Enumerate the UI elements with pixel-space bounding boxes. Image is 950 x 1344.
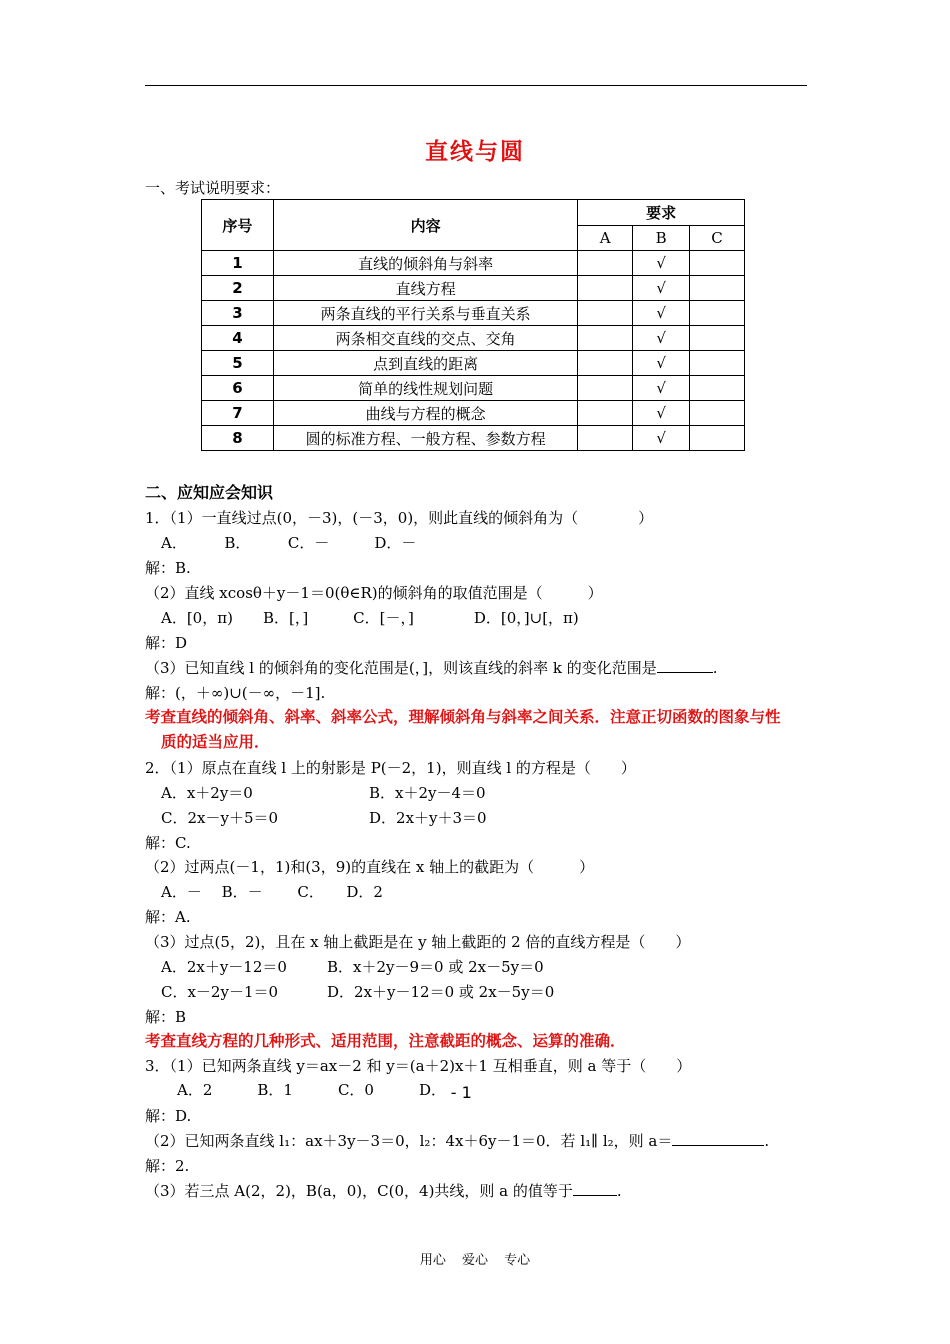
answer-3-2: 解：2.	[145, 1157, 190, 1175]
table-row	[202, 276, 745, 301]
answer-2-1: 解：C.	[145, 834, 191, 852]
question-3-1: 3．（1）已知两条直线 y＝ax－2 和 y＝(a＋2)x＋1 互相垂直，则 a 等于（ ）	[145, 1057, 692, 1075]
answer-blank	[657, 658, 713, 673]
row-index: 3	[202, 301, 274, 326]
row-level-b-check: √	[633, 326, 690, 351]
page-footer: 用心 爱心 专心	[419, 1253, 531, 1268]
question-2-2: （2）过两点(－1，1)和(3，9)的直线在 x 轴上的截距为（ ）	[145, 858, 595, 876]
answer-2-2: 解：A.	[145, 908, 191, 926]
table-row	[202, 426, 745, 451]
question-3-1-options	[177, 1080, 472, 1100]
row-level-a	[578, 351, 633, 376]
row-index: 4	[202, 326, 274, 351]
row-level-b-check: √	[633, 351, 690, 376]
table-row	[202, 251, 745, 276]
question-3-3-end: .	[616, 1182, 622, 1200]
row-index: 5	[202, 351, 274, 376]
row-level-a	[578, 276, 633, 301]
row-content: 曲线与方程的概念	[273, 401, 577, 426]
row-index: 7	[202, 401, 274, 426]
table-row	[202, 401, 745, 426]
table-row	[202, 301, 745, 326]
table-header-level-b: B	[633, 225, 690, 251]
question-1-2-options: A．[0，π) B．[，] C．[－，] D．[0，]∪[，π)	[161, 609, 579, 627]
answer-3-1: 解：D.	[145, 1107, 192, 1125]
options-text: A．2 B．1 C．0 D．	[177, 1081, 446, 1099]
table-row	[202, 376, 745, 401]
row-level-b-check: √	[633, 301, 690, 326]
table-header-requirement: 要求	[578, 200, 745, 226]
option-2-1-b: B．x＋2y－4＝0	[369, 784, 486, 802]
row-content: 点到直线的距离	[273, 351, 577, 376]
row-level-c	[690, 376, 745, 401]
row-level-a	[578, 401, 633, 426]
row-index: 8	[202, 426, 274, 451]
section1-heading: 一、考试说明要求：	[145, 179, 281, 197]
row-level-b-check: √	[633, 426, 690, 451]
row-level-b-check: √	[633, 251, 690, 276]
key-point-2: 考查直线方程的几种形式、适用范围，注意截距的概念、运算的准确．	[145, 1032, 626, 1050]
question-1-3-text: （3）已知直线 l 的倾斜角的变化范围是(，]，则该直线的斜率 k 的变化范围是	[145, 659, 657, 677]
option-2-3-d: D．2x＋y－12＝0 或 2x－5y＝0	[327, 983, 555, 1001]
option-2-1-a: A．x＋2y＝0	[161, 784, 253, 802]
row-level-b-check: √	[633, 276, 690, 301]
answer-1-3: 解：(，＋∞)∪(－∞，－1].	[145, 684, 326, 702]
row-content: 两条相交直线的交点、交角	[273, 326, 577, 351]
answer-1-2: 解：D	[145, 634, 188, 652]
row-level-c	[690, 276, 745, 301]
section2-heading: 二、应知应会知识	[145, 483, 274, 502]
row-content: 圆的标准方程、一般方程、参数方程	[273, 426, 577, 451]
question-2-1: 2．（1）原点在直线 l 上的射影是 P(－2，1)，则直线 l 的方程是（ ）	[145, 759, 636, 777]
page-title: 直线与圆	[425, 139, 525, 165]
option-2-1-d: D．2x＋y＋3＝0	[369, 809, 487, 827]
row-level-c	[690, 301, 745, 326]
question-3-3-text: （3）若三点 A(2，2)，B(a，0)，C(0，4)共线，则 a 的值等于	[145, 1182, 573, 1200]
row-content: 直线方程	[273, 276, 577, 301]
key-point-1: 考查直线的倾斜角、斜率、斜率公式，理解倾斜角与斜率之间关系．注意正切函数的图象与性	[145, 708, 781, 726]
option-2-3-a: A．2x＋y－12＝0	[161, 958, 287, 976]
answer-2-3: 解：B	[145, 1008, 187, 1026]
question-3-2	[145, 1131, 769, 1151]
option-2-3-b: B．x＋2y－9＝0 或 2x－5y＝0	[327, 958, 544, 976]
row-index: 1	[202, 251, 274, 276]
question-1-3-end: .	[712, 659, 718, 677]
question-3-2-end: .	[764, 1132, 770, 1150]
question-2-3: （3）过点(5，2)，且在 x 轴上截距是在 y 轴上截距的 2 倍的直线方程是（ ）	[145, 933, 691, 951]
row-index: 2	[202, 276, 274, 301]
row-level-c	[690, 351, 745, 376]
row-content: 简单的线性规划问题	[273, 376, 577, 401]
option-d-value: - 1	[450, 1083, 472, 1102]
key-point-1-continued: 质的适当应用．	[161, 733, 270, 751]
row-level-b-check: √	[633, 376, 690, 401]
row-level-a	[578, 326, 633, 351]
question-1-2: （2）直线 xcosθ＋y－1＝0(θ∈R)的倾斜角的取值范围是（ ）	[145, 584, 603, 602]
requirements-table	[201, 199, 745, 451]
row-level-a	[578, 301, 633, 326]
question-1-3	[145, 658, 718, 678]
question-1-1: 1．（1）一直线过点(0，－3)，(－3，0)，则此直线的倾斜角为（ ）	[145, 509, 654, 527]
question-1-1-options: A． B． C．－ D．－	[161, 534, 417, 552]
answer-1-1: 解：B.	[145, 559, 191, 577]
option-2-1-c: C．2x－y＋5＝0	[161, 809, 279, 827]
row-level-c	[690, 251, 745, 276]
table-header-level-c: C	[690, 225, 745, 251]
header-rule	[145, 85, 807, 86]
row-level-a	[578, 426, 633, 451]
question-3-3	[145, 1181, 622, 1201]
row-content: 直线的倾斜角与斜率	[273, 251, 577, 276]
answer-blank	[573, 1181, 617, 1196]
row-content: 两条直线的平行关系与垂直关系	[273, 301, 577, 326]
question-2-2-options: A．－ B．－ C． D．2	[161, 883, 383, 901]
row-index: 6	[202, 376, 274, 401]
question-3-2-text: （2）已知两条直线 l₁：ax＋3y－3＝0，l₂：4x＋6y－1＝0．若 l₁∥ l₂，则 a＝	[145, 1132, 673, 1150]
table-header-level-a: A	[578, 225, 633, 251]
table-header-content: 内容	[273, 200, 577, 251]
row-level-c	[690, 326, 745, 351]
table-row	[202, 326, 745, 351]
answer-blank	[672, 1131, 764, 1146]
option-2-3-c: C．x－2y－1＝0	[161, 983, 279, 1001]
row-level-c	[690, 401, 745, 426]
row-level-b-check: √	[633, 401, 690, 426]
row-level-a	[578, 251, 633, 276]
table-row	[202, 351, 745, 376]
table-header-index: 序号	[202, 200, 274, 251]
row-level-c	[690, 426, 745, 451]
row-level-a	[578, 376, 633, 401]
